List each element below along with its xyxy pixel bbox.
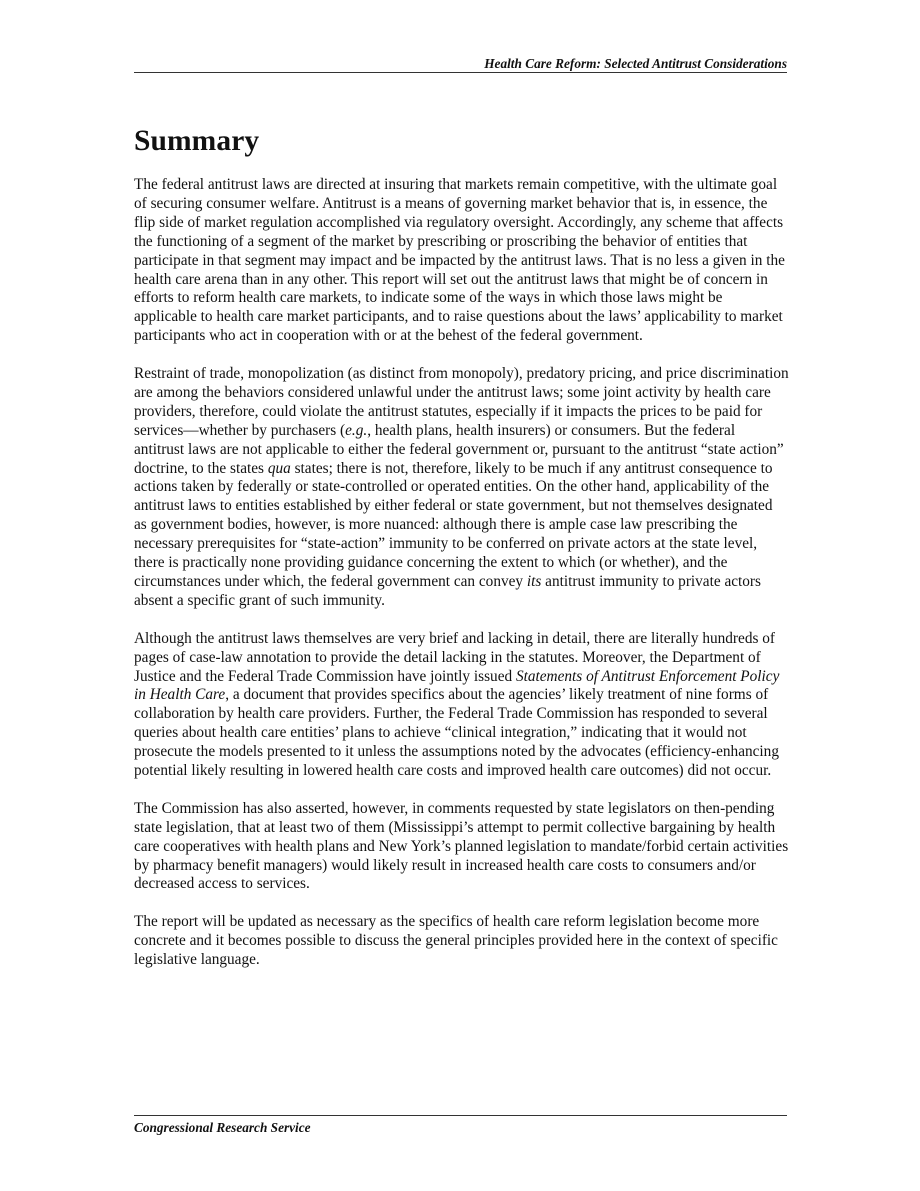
paragraph-5 <box>134 913 789 970</box>
paragraph-2 <box>134 365 789 611</box>
paragraph-3-text-b: , a document that provides specifics about the agencies’ likely treatment of nine forms of collaboration by health care providers. Further, the Federal Trade Commission has responded to several queries about health care entities’ plans to achieve “clinical integration,” indicating that it would not prosecute the models presented to it unless the assumptions noted by the advocates (efficiency-enhancing potential likely resulting in lowered health care costs and improved health care outcomes) did not occur. <box>134 686 779 780</box>
footer-divider <box>134 1115 787 1116</box>
paragraph-3-italic-document-title: Statements of Antitrust Enforcement Policy in Health Care <box>134 667 780 704</box>
paragraph-1 <box>134 176 789 346</box>
paragraph-2-italic-qua: qua <box>267 459 291 477</box>
paragraph-2-text-c: states; there is not, therefore, likely to be much if any antitrust consequence to actions taken by federally or state-controlled or operated entities. On the other hand, applicability of the antitrust laws to entities established by either federal or state government, but not themselves designated as government bodies, however, is more nuanced: although there is ample case law prescribing the necessary prerequisites for “state-action” immunity to be conferred on private actors at the state level, there is practically none providing guidance concerning the extent to which (or whether), and the circumstances under which, the federal government can convey <box>134 459 773 591</box>
paragraph-1-text: The federal antitrust laws are directed at insuring that markets remain competitive, with the ultimate goal of securing consumer welfare. Antitrust is a means of governing market behavior that is, in essence, the flip side of market regulation accomplished via regulatory oversight. Accordingly, any scheme that affects the functioning of a segment of the market by prescribing or proscribing the behavior of entities that participate in that segment may impact and be impacted by the antitrust laws. That is no less a given in the health care arena than in any other. This report will set out the antitrust laws that might be of concern in efforts to reform health care markets, to indicate some of the ways in which those laws might be applicable to health care market participants, and to raise questions about the laws’ applicability to market participants who act in cooperation with or at the behest of the federal government. <box>134 176 785 345</box>
paragraph-3-text-a: Although the antitrust laws themselves are very brief and lacking in detail, there are literally hundreds of pages of case-law annotation to provide the detail lacking in the statutes. Moreover, the Department of Justice and the Federal Trade Commission have jointly issued <box>134 629 775 685</box>
header-divider <box>134 72 787 73</box>
paragraph-2-text-a: Restraint of trade, monopolization (as distinct from monopoly), predatory pricing, and price discrimination are among the behaviors considered unlawful under the antitrust laws; some joint activity by health care providers, therefore, could violate the antitrust statutes, especially if it impacts the prices to be paid for services—whether by purchasers ( <box>134 365 789 439</box>
paragraph-2-text-b: , health plans, health insurers) or consumers. But the federal antitrust laws are not applicable to either the federal government or, pursuant to the antitrust “state action” doctrine, to the states <box>134 421 784 477</box>
paragraph-3 <box>134 630 789 781</box>
paragraph-5-text: The report will be updated as necessary as the specifics of health care reform legislation become more concrete and it becomes possible to discuss the general principles provided here in the context of specific legislative language. <box>134 913 778 969</box>
running-header: Health Care Reform: Selected Antitrust Considerations <box>484 56 787 71</box>
paragraph-2-italic-eg: e.g. <box>345 421 368 439</box>
paragraph-2-text-d: antitrust immunity to private actors absent a specific grant of such immunity. <box>134 573 761 609</box>
page-title: Summary <box>134 125 260 157</box>
paragraph-4 <box>134 800 789 895</box>
summary-body <box>134 176 789 989</box>
paragraph-2-italic-its: its <box>526 573 542 591</box>
running-footer: Congressional Research Service <box>134 1120 311 1135</box>
paragraph-4-text: The Commission has also asserted, however, in comments requested by state legislators on then-pending state legislation, that at least two of them (Mississippi’s attempt to permit collective bargaining by health care cooperatives with health plans and New York’s planned legislation to mandate/forbid certain activities by pharmacy benefit managers) would likely result in increased health care costs to consumers and/or decreased access to services. <box>134 799 789 893</box>
